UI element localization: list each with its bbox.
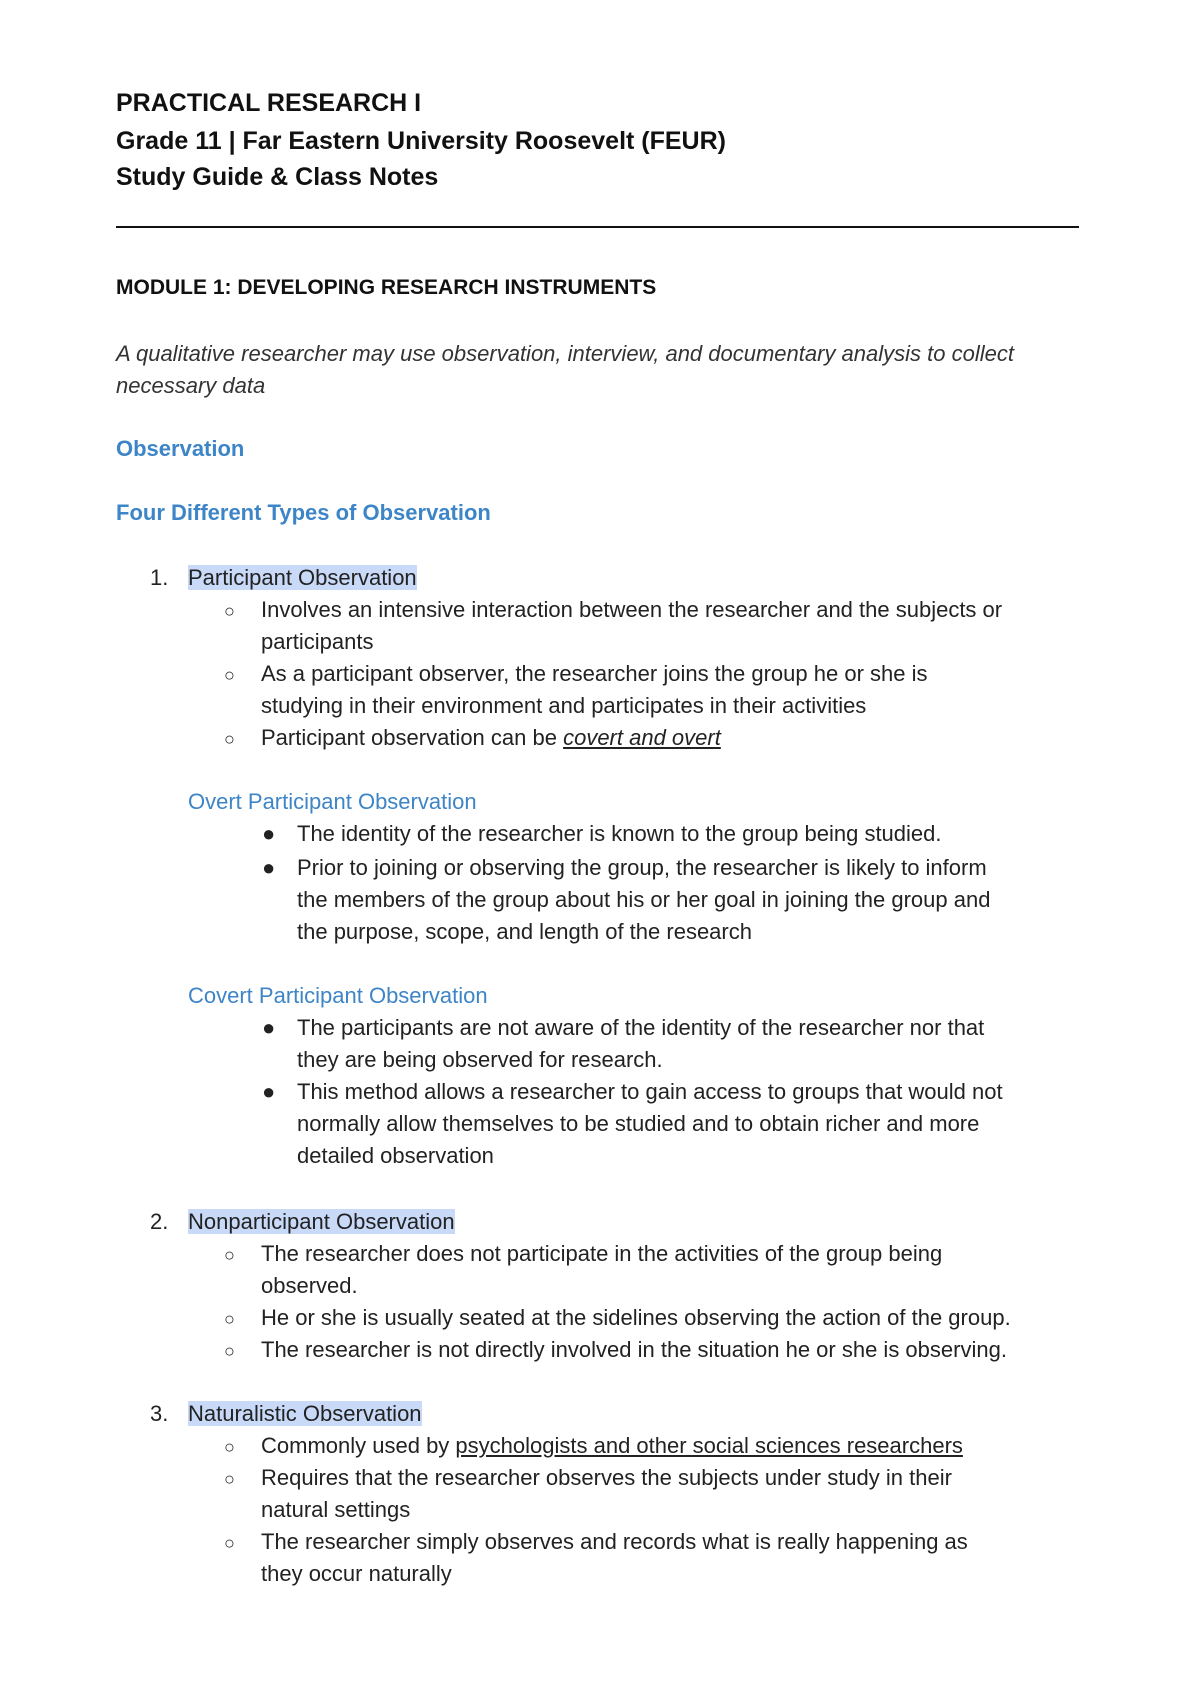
highlighted-label: Participant Observation (188, 565, 417, 590)
document-subtitle: Grade 11 | Far Eastern University Roosevelt (FEUR) (116, 127, 726, 155)
list-point: Involves an intensive interaction between the researcher and the subjects or (261, 597, 1003, 622)
list-point-continued: they are being observed for research. (297, 1047, 663, 1072)
list-point-continued: the purpose, scope, and length of the research (297, 919, 752, 944)
filled-bullet-icon: ● (262, 855, 276, 880)
list-point: The researcher does not participate in the activities of the group being (261, 1241, 943, 1266)
list-number: 1. (150, 565, 169, 590)
circle-bullet-icon: ○ (224, 1341, 235, 1361)
module-heading: MODULE 1: DEVELOPING RESEARCH INSTRUMENTS (116, 276, 657, 299)
list-point-continued: studying in their environment and participates in their activities (261, 693, 867, 718)
circle-bullet-icon: ○ (224, 1533, 235, 1553)
list-point: The researcher is not directly involved in the situation he or she is observing. (261, 1337, 1007, 1362)
circle-bullet-icon: ○ (224, 665, 235, 685)
list-point: The participants are not aware of the identity of the researcher nor that (297, 1015, 985, 1040)
list-item-title (188, 1398, 422, 1430)
intro-paragraph: A qualitative researcher may use observation, interview, and documentary analysis to collect necessary data (116, 341, 1014, 398)
filled-bullet-icon: ● (262, 1079, 276, 1104)
list-point: As a participant observer, the researcher joins the group he or she is (261, 661, 928, 686)
underlined-phrase: psychologists and other social sciences researchers (455, 1433, 963, 1458)
circle-bullet-icon: ○ (224, 1309, 235, 1329)
list-item-title (188, 1206, 455, 1238)
circle-bullet-icon: ○ (224, 729, 235, 749)
list-point: This method allows a researcher to gain access to groups that would not (297, 1079, 1003, 1104)
covert-subheading: Covert Participant Observation (188, 983, 488, 1008)
observation-heading: Observation (116, 436, 245, 461)
list-item-title (188, 562, 417, 594)
document-guide-label: Study Guide & Class Notes (116, 163, 439, 191)
list-point-continued: normally allow themselves to be studied and to obtain richer and more (297, 1111, 980, 1136)
circle-bullet-icon: ○ (224, 1437, 235, 1457)
header-divider (116, 226, 1079, 228)
document-title: PRACTICAL RESEARCH I (116, 89, 422, 117)
list-point: Prior to joining or observing the group, the researcher is likely to inform (297, 855, 987, 880)
list-number: 2. (150, 1209, 169, 1234)
list-point (261, 1430, 963, 1462)
list-point-continued: participants (261, 629, 374, 654)
circle-bullet-icon: ○ (224, 1469, 235, 1489)
list-point (261, 722, 721, 754)
list-point: The identity of the researcher is known to the group being studied. (297, 821, 942, 846)
highlighted-label: Naturalistic Observation (188, 1401, 422, 1426)
highlighted-label: Nonparticipant Observation (188, 1209, 455, 1234)
circle-bullet-icon: ○ (224, 601, 235, 621)
list-point-continued: the members of the group about his or her goal in joining the group and (297, 887, 991, 912)
list-point-continued: they occur naturally (261, 1561, 452, 1586)
circle-bullet-icon: ○ (224, 1245, 235, 1265)
overt-subheading: Overt Participant Observation (188, 789, 477, 814)
list-point: He or she is usually seated at the sidelines observing the action of the group. (261, 1305, 1011, 1330)
point-prefix: Commonly used by (261, 1433, 456, 1458)
types-heading: Four Different Types of Observation (116, 500, 491, 525)
list-point-continued: natural settings (261, 1497, 411, 1522)
list-point-continued: detailed observation (297, 1143, 494, 1168)
list-point-continued: observed. (261, 1273, 358, 1298)
filled-bullet-icon: ● (262, 821, 276, 846)
underlined-phrase: covert and overt (563, 725, 721, 750)
filled-bullet-icon: ● (262, 1015, 276, 1040)
list-point: The researcher simply observes and records what is really happening as (261, 1529, 968, 1554)
list-point: Requires that the researcher observes the subjects under study in their (261, 1465, 952, 1490)
point-prefix: Participant observation can be (261, 725, 564, 750)
list-number: 3. (150, 1401, 169, 1426)
